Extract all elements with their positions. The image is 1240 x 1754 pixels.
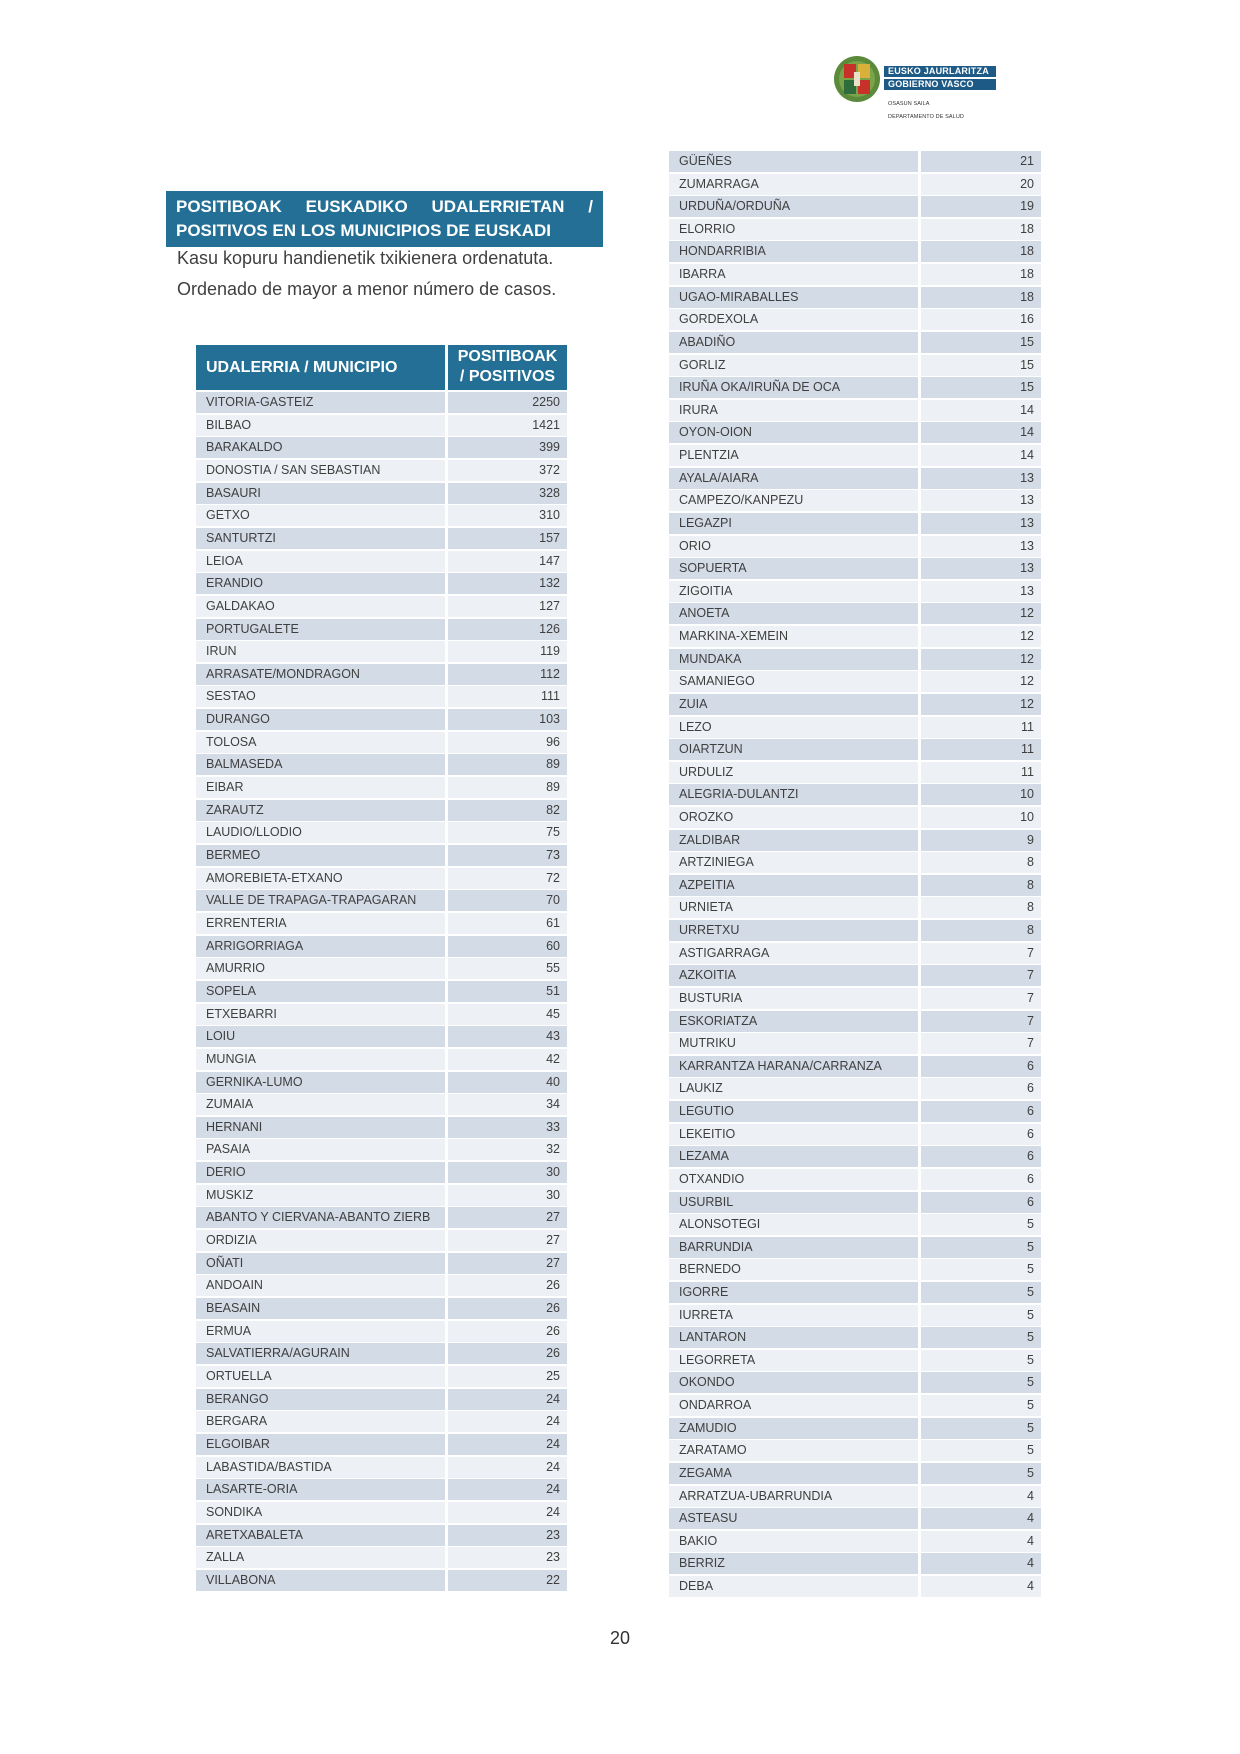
municipio-cell: ARETXABALETA xyxy=(196,1525,445,1546)
title-word: POSITIBOAK xyxy=(176,197,282,216)
municipio-cell: ELORRIO xyxy=(669,219,918,240)
municipio-cell: TOLOSA xyxy=(196,732,445,753)
municipio-cell: DURANGO xyxy=(196,709,445,730)
header-positivos-line2: / POSITIVOS xyxy=(459,368,556,385)
municipio-cell: SOPUERTA xyxy=(669,558,918,579)
municipio-cell: BAKIO xyxy=(669,1531,918,1552)
positivos-cell: 372 xyxy=(448,460,567,481)
positivos-cell: 12 xyxy=(921,603,1041,624)
logo-text-eusko-jaurlaritza: EUSKO JAURLARITZA xyxy=(884,66,996,77)
coat-of-arms-icon xyxy=(832,54,882,104)
municipio-cell: LEZO xyxy=(669,717,918,738)
municipio-cell: ORTUELLA xyxy=(196,1366,445,1387)
municipio-cell: ZALLA xyxy=(196,1547,445,1568)
municipio-cell: DERIO xyxy=(196,1162,445,1183)
municipio-cell: BERGARA xyxy=(196,1411,445,1432)
positivos-cell: 7 xyxy=(921,1011,1041,1032)
municipio-cell: BERMEO xyxy=(196,845,445,866)
positivos-cell: 132 xyxy=(448,573,567,594)
municipio-cell: CAMPEZO/KANPEZU xyxy=(669,490,918,511)
positivos-cell: 30 xyxy=(448,1162,567,1183)
positivos-cell: 7 xyxy=(921,1033,1041,1054)
municipio-cell: LEIOA xyxy=(196,551,445,572)
positivos-cell: 5 xyxy=(921,1372,1041,1393)
positivos-cell: 8 xyxy=(921,920,1041,941)
municipio-cell: LOIU xyxy=(196,1026,445,1047)
title-word: UDALERRIETAN xyxy=(431,197,565,216)
municipio-cell: ASTIGARRAGA xyxy=(669,943,918,964)
municipio-cell: ABANTO Y CIERVANA-ABANTO ZIERB xyxy=(196,1207,445,1228)
municipio-cell: VILLABONA xyxy=(196,1570,445,1591)
positivos-cell: 33 xyxy=(448,1117,567,1138)
positivos-cell: 5 xyxy=(921,1237,1041,1258)
positivos-cell: 32 xyxy=(448,1139,567,1160)
header-positivos-line1: POSITIBOAK xyxy=(457,348,558,365)
municipio-cell: GERNIKA-LUMO xyxy=(196,1072,445,1093)
municipio-cell: HONDARRIBIA xyxy=(669,241,918,262)
municipio-cell: LAUDIO/LLODIO xyxy=(196,822,445,843)
municipio-cell: BALMASEDA xyxy=(196,754,445,775)
municipio-cell: OÑATI xyxy=(196,1253,445,1274)
positivos-cell: 9 xyxy=(921,830,1041,851)
positivos-cell: 6 xyxy=(921,1146,1041,1167)
municipio-cell: ZAMUDIO xyxy=(669,1418,918,1439)
positivos-cell: 6 xyxy=(921,1192,1041,1213)
positivos-cell: 30 xyxy=(448,1185,567,1206)
municipio-cell: IGORRE xyxy=(669,1282,918,1303)
municipio-cell: LEGORRETA xyxy=(669,1350,918,1371)
positivos-cell: 72 xyxy=(448,868,567,889)
positivos-cell: 13 xyxy=(921,536,1041,557)
municipio-cell: ONDARROA xyxy=(669,1395,918,1416)
municipio-cell: ETXEBARRI xyxy=(196,1004,445,1025)
positivos-cell: 13 xyxy=(921,513,1041,534)
positivos-cell: 24 xyxy=(448,1479,567,1500)
positivos-cell: 10 xyxy=(921,807,1041,828)
municipio-cell: PLENTZIA xyxy=(669,445,918,466)
municipio-cell: SANTURTZI xyxy=(196,528,445,549)
positivos-cell: 89 xyxy=(448,754,567,775)
positivos-cell: 5 xyxy=(921,1214,1041,1235)
positivos-cell: 7 xyxy=(921,965,1041,986)
positivos-cell: 16 xyxy=(921,309,1041,330)
municipio-cell: MARKINA-XEMEIN xyxy=(669,626,918,647)
positivos-cell: 45 xyxy=(448,1004,567,1025)
municipio-cell: KARRANTZA HARANA/CARRANZA xyxy=(669,1056,918,1077)
positivos-cell: 5 xyxy=(921,1327,1041,1348)
header-municipio: UDALERRIA / MUNICIPIO xyxy=(196,345,445,390)
positivos-cell: 2250 xyxy=(448,392,567,413)
municipio-cell: ORDIZIA xyxy=(196,1230,445,1251)
municipio-cell: OYON-OION xyxy=(669,422,918,443)
municipio-cell: AZPEITIA xyxy=(669,875,918,896)
positivos-cell: 19 xyxy=(921,196,1041,217)
positivos-cell: 5 xyxy=(921,1395,1041,1416)
gobierno-vasco-logo xyxy=(832,54,1012,126)
positivos-cell: 147 xyxy=(448,551,567,572)
positivos-cell: 26 xyxy=(448,1298,567,1319)
municipio-cell: BUSTURIA xyxy=(669,988,918,1009)
positivos-cell: 51 xyxy=(448,981,567,1002)
municipio-cell: LEGAZPI xyxy=(669,513,918,534)
municipio-cell: DONOSTIA / SAN SEBASTIAN xyxy=(196,460,445,481)
logo-dept-eu: OSASUN SAILA xyxy=(888,101,930,107)
positivos-cell: 7 xyxy=(921,988,1041,1009)
positivos-cell: 23 xyxy=(448,1547,567,1568)
municipio-cell: ZUIA xyxy=(669,694,918,715)
positivos-cell: 4 xyxy=(921,1486,1041,1507)
positivos-cell: 55 xyxy=(448,958,567,979)
municipio-cell: LEKEITIO xyxy=(669,1124,918,1145)
municipio-cell: ERMUA xyxy=(196,1321,445,1342)
municipio-cell: SONDIKA xyxy=(196,1502,445,1523)
municipio-cell: AMOREBIETA-ETXANO xyxy=(196,868,445,889)
municipio-cell: BERANGO xyxy=(196,1389,445,1410)
positivos-cell: 70 xyxy=(448,890,567,911)
positivos-cell: 6 xyxy=(921,1056,1041,1077)
positivos-cell: 6 xyxy=(921,1169,1041,1190)
positivos-cell: 23 xyxy=(448,1525,567,1546)
subtitle-spanish: Ordenado de mayor a menor número de casos. xyxy=(177,279,557,299)
positivos-cell: 5 xyxy=(921,1418,1041,1439)
title-word: / xyxy=(588,197,593,216)
municipio-cell: GALDAKAO xyxy=(196,596,445,617)
positivos-cell: 15 xyxy=(921,377,1041,398)
positivos-cell: 14 xyxy=(921,445,1041,466)
municipio-cell: MUNGIA xyxy=(196,1049,445,1070)
positivos-cell: 5 xyxy=(921,1282,1041,1303)
municipio-cell: LABASTIDA/BASTIDA xyxy=(196,1457,445,1478)
positivos-cell: 11 xyxy=(921,717,1041,738)
municipio-cell: DEBA xyxy=(669,1576,918,1597)
municipio-cell: PORTUGALETE xyxy=(196,619,445,640)
positivos-cell: 27 xyxy=(448,1230,567,1251)
positivos-cell: 328 xyxy=(448,483,567,504)
municipio-cell: AMURRIO xyxy=(196,958,445,979)
positivos-cell: 310 xyxy=(448,505,567,526)
positivos-cell: 96 xyxy=(448,732,567,753)
positivos-cell: 13 xyxy=(921,490,1041,511)
positivos-cell: 26 xyxy=(448,1275,567,1296)
positivos-cell: 12 xyxy=(921,694,1041,715)
municipio-cell: AYALA/AIARA xyxy=(669,468,918,489)
municipio-cell: GORDEXOLA xyxy=(669,309,918,330)
positivos-cell: 399 xyxy=(448,437,567,458)
municipio-cell: ZARAUTZ xyxy=(196,800,445,821)
positivos-cell: 5 xyxy=(921,1259,1041,1280)
positivos-cell: 20 xyxy=(921,174,1041,195)
positivos-cell: 1421 xyxy=(448,415,567,436)
positivos-cell: 127 xyxy=(448,596,567,617)
positivos-cell: 5 xyxy=(921,1440,1041,1461)
positivos-cell: 157 xyxy=(448,528,567,549)
municipio-cell: BASAURI xyxy=(196,483,445,504)
positivos-cell: 26 xyxy=(448,1343,567,1364)
positivos-cell: 5 xyxy=(921,1350,1041,1371)
municipio-cell: ZALDIBAR xyxy=(669,830,918,851)
positivos-cell: 27 xyxy=(448,1253,567,1274)
municipio-cell: LAUKIZ xyxy=(669,1078,918,1099)
positivos-cell: 6 xyxy=(921,1124,1041,1145)
positivos-cell: 89 xyxy=(448,777,567,798)
municipio-cell: ARRATZUA-UBARRUNDIA xyxy=(669,1486,918,1507)
positivos-cell: 7 xyxy=(921,943,1041,964)
header-positivos xyxy=(448,345,567,390)
positivos-cell: 126 xyxy=(448,619,567,640)
positivos-cell: 6 xyxy=(921,1078,1041,1099)
section-title xyxy=(166,191,603,247)
municipio-cell: VALLE DE TRAPAGA-TRAPAGARAN xyxy=(196,890,445,911)
positivos-cell: 8 xyxy=(921,875,1041,896)
subtitle-basque: Kasu kopuru handienetik txikienera ordenatuta. xyxy=(177,248,554,268)
positivos-cell: 18 xyxy=(921,241,1041,262)
municipio-cell: UGAO-MIRABALLES xyxy=(669,287,918,308)
municipio-cell: MUSKIZ xyxy=(196,1185,445,1206)
municipio-cell: ARTZINIEGA xyxy=(669,852,918,873)
municipio-cell: PASAIA xyxy=(196,1139,445,1160)
positivos-cell: 13 xyxy=(921,581,1041,602)
municipio-cell: ZARATAMO xyxy=(669,1440,918,1461)
positivos-cell: 5 xyxy=(921,1305,1041,1326)
municipio-cell: ORIO xyxy=(669,536,918,557)
municipio-cell: LASARTE-ORIA xyxy=(196,1479,445,1500)
positivos-cell: 15 xyxy=(921,332,1041,353)
municipio-cell: ALEGRIA-DULANTZI xyxy=(669,784,918,805)
positivos-cell: 14 xyxy=(921,400,1041,421)
municipio-cell: EIBAR xyxy=(196,777,445,798)
positivos-cell: 4 xyxy=(921,1553,1041,1574)
positivos-cell: 8 xyxy=(921,897,1041,918)
positivos-cell: 13 xyxy=(921,468,1041,489)
positivos-cell: 60 xyxy=(448,936,567,957)
municipio-cell: LANTARON xyxy=(669,1327,918,1348)
municipio-cell: BARRUNDIA xyxy=(669,1237,918,1258)
positivos-cell: 24 xyxy=(448,1502,567,1523)
municipio-cell: BEASAIN xyxy=(196,1298,445,1319)
municipio-cell: IRUN xyxy=(196,641,445,662)
municipio-cell: SESTAO xyxy=(196,686,445,707)
logo-dept-es: DEPARTAMENTO DE SALUD xyxy=(888,114,964,120)
municipio-cell: URNIETA xyxy=(669,897,918,918)
positivos-cell: 8 xyxy=(921,852,1041,873)
positivos-cell: 24 xyxy=(448,1434,567,1455)
municipio-cell: ZUMARRAGA xyxy=(669,174,918,195)
positivos-cell: 26 xyxy=(448,1321,567,1342)
positivos-cell: 12 xyxy=(921,671,1041,692)
municipio-cell: ELGOIBAR xyxy=(196,1434,445,1455)
positivos-cell: 61 xyxy=(448,913,567,934)
positivos-cell: 4 xyxy=(921,1531,1041,1552)
positivos-cell: 22 xyxy=(448,1570,567,1591)
municipio-cell: MUTRIKU xyxy=(669,1033,918,1054)
municipio-cell: ALONSOTEGI xyxy=(669,1214,918,1235)
positivos-cell: 4 xyxy=(921,1576,1041,1597)
municipio-cell: ASTEASU xyxy=(669,1508,918,1529)
positivos-cell: 12 xyxy=(921,626,1041,647)
municipio-cell: BILBAO xyxy=(196,415,445,436)
municipio-cell: ARRASATE/MONDRAGON xyxy=(196,664,445,685)
title-word: EUSKADIKO xyxy=(305,197,408,216)
municipio-cell: ERANDIO xyxy=(196,573,445,594)
positivos-cell: 82 xyxy=(448,800,567,821)
municipio-cell: ANOETA xyxy=(669,603,918,624)
municipio-cell: OIARTZUN xyxy=(669,739,918,760)
municipio-cell: ANDOAIN xyxy=(196,1275,445,1296)
municipio-cell: ARRIGORRIAGA xyxy=(196,936,445,957)
municipio-cell: OKONDO xyxy=(669,1372,918,1393)
positivos-cell: 11 xyxy=(921,762,1041,783)
page-number: 20 xyxy=(609,1628,631,1648)
municipio-cell: GÜEÑES xyxy=(669,151,918,172)
positivos-cell: 18 xyxy=(921,264,1041,285)
municipio-cell: LEGUTIO xyxy=(669,1101,918,1122)
municipio-cell: IRURA xyxy=(669,400,918,421)
positivos-cell: 40 xyxy=(448,1072,567,1093)
municipio-cell: MUNDAKA xyxy=(669,649,918,670)
positivos-cell: 11 xyxy=(921,739,1041,760)
positivos-cell: 34 xyxy=(448,1094,567,1115)
municipio-cell: IURRETA xyxy=(669,1305,918,1326)
title-line-1 xyxy=(176,195,593,219)
positivos-cell: 24 xyxy=(448,1389,567,1410)
municipio-cell: SOPELA xyxy=(196,981,445,1002)
positivos-cell: 14 xyxy=(921,422,1041,443)
positivos-cell: 13 xyxy=(921,558,1041,579)
positivos-cell: 103 xyxy=(448,709,567,730)
municipio-cell: SAMANIEGO xyxy=(669,671,918,692)
municipio-cell: GORLIZ xyxy=(669,355,918,376)
positivos-cell: 18 xyxy=(921,287,1041,308)
municipio-cell: BERNEDO xyxy=(669,1259,918,1280)
municipio-cell: URDUÑA/ORDUÑA xyxy=(669,196,918,217)
municipio-cell: VITORIA-GASTEIZ xyxy=(196,392,445,413)
positivos-cell: 10 xyxy=(921,784,1041,805)
municipio-cell: GETXO xyxy=(196,505,445,526)
municipio-cell: ERRENTERIA xyxy=(196,913,445,934)
municipio-cell: BERRIZ xyxy=(669,1553,918,1574)
positivos-cell: 6 xyxy=(921,1101,1041,1122)
municipio-cell: BARAKALDO xyxy=(196,437,445,458)
municipio-cell: SALVATIERRA/AGURAIN xyxy=(196,1343,445,1364)
municipio-cell: URRETXU xyxy=(669,920,918,941)
municipio-cell: ZIGOITIA xyxy=(669,581,918,602)
municipio-cell: IRUÑA OKA/IRUÑA DE OCA xyxy=(669,377,918,398)
title-line-2: POSITIVOS EN LOS MUNICIPIOS DE EUSKADI xyxy=(176,221,551,240)
positivos-cell: 12 xyxy=(921,649,1041,670)
logo-text-gobierno-vasco: GOBIERNO VASCO xyxy=(884,79,996,90)
positivos-cell: 21 xyxy=(921,151,1041,172)
positivos-cell: 73 xyxy=(448,845,567,866)
positivos-cell: 24 xyxy=(448,1457,567,1478)
municipio-cell: HERNANI xyxy=(196,1117,445,1138)
positivos-cell: 112 xyxy=(448,664,567,685)
positivos-cell: 18 xyxy=(921,219,1041,240)
positivos-cell: 27 xyxy=(448,1207,567,1228)
positivos-cell: 5 xyxy=(921,1463,1041,1484)
positivos-cell: 25 xyxy=(448,1366,567,1387)
municipio-cell: AZKOITIA xyxy=(669,965,918,986)
positivos-cell: 24 xyxy=(448,1411,567,1432)
positivos-cell: 119 xyxy=(448,641,567,662)
municipio-cell: LEZAMA xyxy=(669,1146,918,1167)
positivos-cell: 4 xyxy=(921,1508,1041,1529)
municipio-cell: USURBIL xyxy=(669,1192,918,1213)
positivos-cell: 15 xyxy=(921,355,1041,376)
municipio-cell: IBARRA xyxy=(669,264,918,285)
positivos-cell: 43 xyxy=(448,1026,567,1047)
positivos-cell: 75 xyxy=(448,822,567,843)
municipio-cell: OROZKO xyxy=(669,807,918,828)
municipio-cell: ESKORIATZA xyxy=(669,1011,918,1032)
positivos-cell: 42 xyxy=(448,1049,567,1070)
municipio-cell: OTXANDIO xyxy=(669,1169,918,1190)
municipio-cell: URDULIZ xyxy=(669,762,918,783)
municipio-cell: ZUMAIA xyxy=(196,1094,445,1115)
municipio-cell: ZEGAMA xyxy=(669,1463,918,1484)
positivos-cell: 111 xyxy=(448,686,567,707)
municipio-cell: ABADIÑO xyxy=(669,332,918,353)
